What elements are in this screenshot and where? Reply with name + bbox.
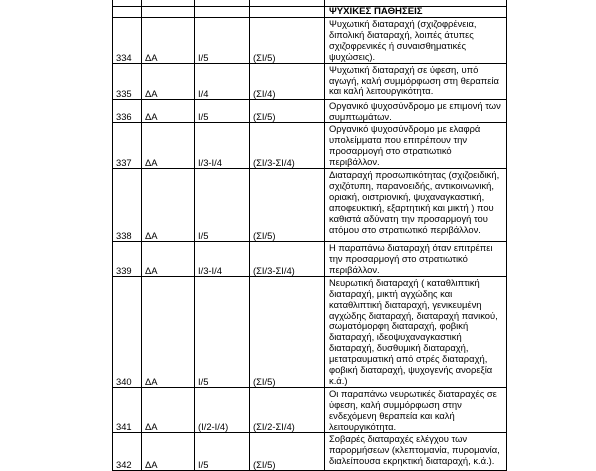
row-category: Ι/3-Ι/4 [195, 123, 250, 169]
row-category: Ι/4 [195, 63, 250, 99]
row-description: Διαταραχή προσωπικότητας (σχιζοειδική, σχιζότυπη, παρανοειδής, αντικοινωνική, οριακή, οιστριονική, ψυχαναγκαστική, αποφευκτική, εξαρτητική και μικτή ) που καθιστά αδύνατη την προσαρμογή του ατόμου στο στρατιωτικό περιβάλλον. [325, 169, 507, 242]
row-description: Η παραπάνω διαταραχή όταν επιτρέπει την προσαρμογή στο στρατιωτικό περιβάλλον. [325, 242, 507, 277]
row-number: 334 [113, 18, 142, 64]
table-row [113, 387, 507, 433]
row-number: 341 [113, 387, 142, 433]
row-code: ΔΑ [142, 18, 195, 64]
row-number: 340 [113, 276, 142, 387]
table-row [113, 276, 507, 387]
row-category: Ι/5 [195, 276, 250, 387]
section-title: ΨΥΧΙΚΕΣ ΠΑΘΗΣΕΙΣ [325, 7, 507, 18]
row-grade: (ΣΙ/3-ΣΙ/4) [250, 123, 325, 169]
row-description: Ψυχωτική διαταραχή σε ύφεση, υπό αγωγή, καλή συμμόρφωση στη θεραπεία και καλή λειτουργικότητα. [325, 63, 507, 99]
row-description: Οι παραπάνω νευρωτικές διαταραχές σε ύφεση, καλή συμμόρφωση στην ενδεχόμενη θεραπεία και καλή λειτουργικότητα. [325, 387, 507, 433]
row-code: ΔΑ [142, 276, 195, 387]
row-code: ΔΑ [142, 169, 195, 242]
row-description: Νευρωτική διαταραχή ( καταθλιπτική διαταραχή, μικτή αγχώδης και καταθλιπτική διαταραχή, γενικευμένη αγχώδης διαταραχή, διαταραχή πανικού, σωματόμορφη διαταραχή, φοβική διαταραχή, ιδεοψυχαναγκαστική διαταραχή, δυσθυμική διαταραχή, μετατραυματική από στρές διαταραχή, φοβική διαταραχή, ψυχογενής ανορεξία κ.ά.) [325, 276, 507, 387]
table-row [113, 242, 507, 277]
row-number: 336 [113, 99, 142, 123]
table-row [113, 123, 507, 169]
row-number: 338 [113, 169, 142, 242]
row-description: Ψυχωτική διαταραχή (σχιζοφρένεια, διπολική διαταραχή, λοιπές άτυπες σχιζοφρενικές ή συναισθηματικές ψυχώσεις). [325, 18, 507, 64]
row-number: 339 [113, 242, 142, 277]
row-description: Σοβαρές διαταραχές ελέγχου των παρορμήσεων (κλεπτομανία, πυρομανία, διαλείπουσα εκρηκτική διαταραχή, κ.ά.). [325, 433, 507, 471]
row-category: Ι/3-Ι/4 [195, 242, 250, 277]
row-number: 335 [113, 63, 142, 99]
table-row [113, 169, 507, 242]
row-code: ΔΑ [142, 123, 195, 169]
row-code: ΔΑ [142, 433, 195, 471]
table-row [113, 433, 507, 471]
row-category: Ι/5 [195, 433, 250, 471]
medical-criteria-table [112, 0, 507, 471]
row-grade: (ΣΙ/2-ΣΙ/4) [250, 387, 325, 433]
row-code: ΔΑ [142, 387, 195, 433]
row-grade: (ΣΙ/5) [250, 276, 325, 387]
row-code: ΔΑ [142, 63, 195, 99]
table-row [113, 18, 507, 64]
table-row [113, 99, 507, 123]
row-grade: (ΣΙ/5) [250, 169, 325, 242]
row-number: 342 [113, 433, 142, 471]
row-grade: (ΣΙ/4) [250, 63, 325, 99]
row-description: Οργανικό ψυχοσύνδρομο με ελαφρά υπολείμματα που επιτρέπουν την προσαρμογή στο στρατιωτικό περιβάλλον. [325, 123, 507, 169]
row-grade: (ΣΙ/5) [250, 99, 325, 123]
row-category: Ι/5 [195, 99, 250, 123]
row-number: 337 [113, 123, 142, 169]
row-category: (Ι/2-Ι/4) [195, 387, 250, 433]
row-category: Ι/5 [195, 18, 250, 64]
row-category: Ι/5 [195, 169, 250, 242]
row-grade: (ΣΙ/3-ΣΙ/4) [250, 242, 325, 277]
row-description: Οργανικό ψυχοσύνδρομο με επιμονή των συμπτωμάτων. [325, 99, 507, 123]
row-code: ΔΑ [142, 242, 195, 277]
row-grade: (ΣΙ/5) [250, 433, 325, 471]
row-code: ΔΑ [142, 99, 195, 123]
section-header-row [113, 7, 507, 18]
row-grade: (ΣΙ/5) [250, 18, 325, 64]
table-row [113, 63, 507, 99]
